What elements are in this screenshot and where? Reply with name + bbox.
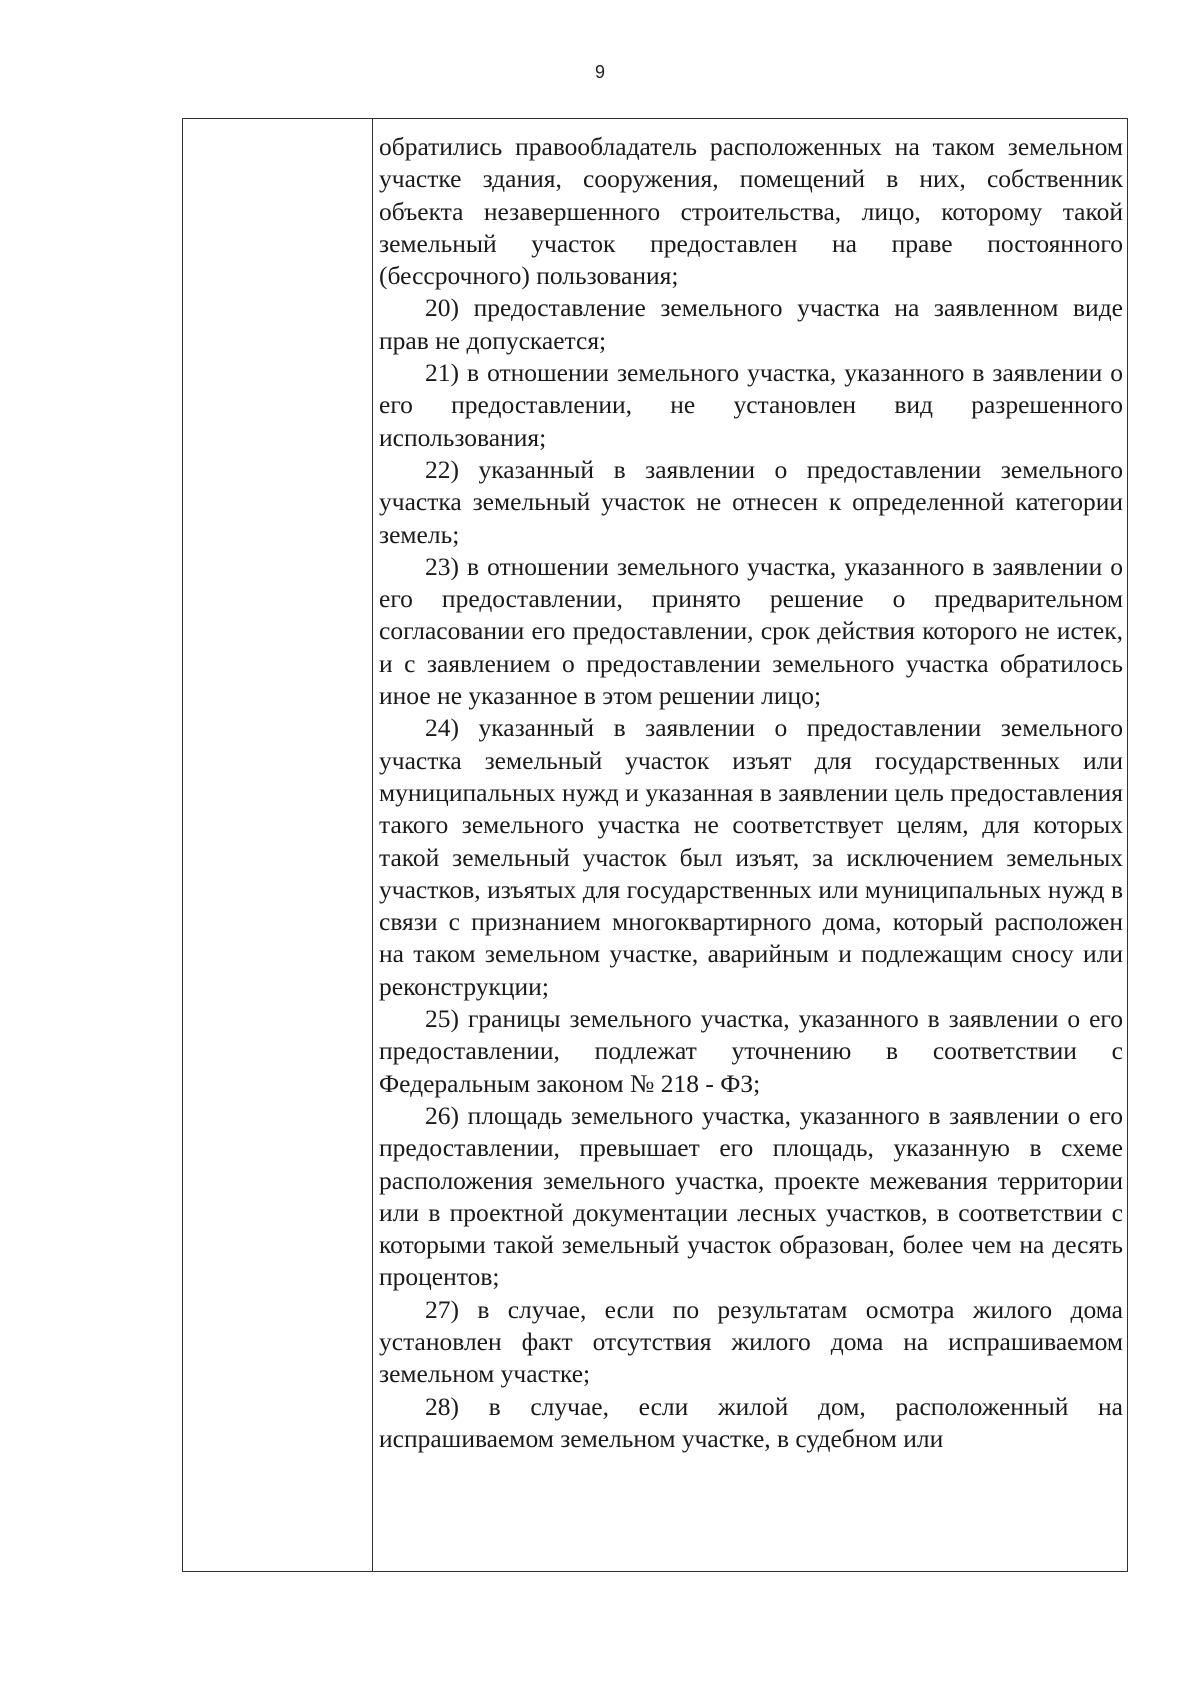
paragraph-item-21: 21) в отношении земельного участка, указанного в заявлении о его предоставлении, не установлен вид разрешенного использования; (379, 358, 1123, 452)
paragraph-item-27: 27) в случае, если по результатам осмотра жилого дома установлен факт отсутствия жилого дома на испрашиваемом земельном участке; (379, 1294, 1123, 1389)
paragraph-item-25: 25) границы земельного участка, указанного в заявлении о его предоставлении, подлежат уточнению в соответствии с Федеральным законом № 218 - ФЗ; (379, 1004, 1123, 1098)
paragraph-item-24: 24) указанный в заявлении о предоставлении земельного участка земельный участок изъят для государственных или муниципальных нужд и указанная в заявлении цель предоставления такого земельного участка не соответствует целям, для которых такой земельный участок был изъят, за исключением земельных участков, изъятых для государственных или муниципальных нужд в связи с признанием многоквартирного дома, который расположен на таком земельном участке, аварийным и подлежащим сносу или реконструкции; (379, 713, 1123, 1001)
paragraph-item-22: 22) указанный в заявлении о предоставлении земельного участка земельный участок не отнесен к определенной категории земель; (379, 454, 1123, 549)
paragraph-item-28: 28) в случае, если жилой дом, расположенный на испрашиваемом земельном участке, в судебном или (379, 1391, 1123, 1453)
page-number: 9 (594, 62, 605, 82)
paragraph-continuation: обратились правообладатель расположенных на таком земельном участке здания, сооружения, помещений в них, собственник объекта незавершенного строительства, лицо, которому такой земельный участок предоставлен на праве постоянного (бессрочного) пользования; (379, 132, 1123, 291)
paragraph-item-23: 23) в отношении земельного участка, указанного в заявлении о его предоставлении, принято решение о предварительном согласовании его предоставлении, срок действия которого не истек, и с заявлением о предоставлении земельного участка обратилось иное не указанное в этом решении лицо; (379, 551, 1123, 711)
document-table (182, 118, 1128, 1572)
table-left-cell (183, 119, 373, 1571)
paragraph-item-26: 26) площадь земельного участка, указанного в заявлении о его предоставлении, превышает его площадь, указанную в схеме расположения земельного участка, проекте межевания территории или в проектной документации лесных участков, в соответствии с которыми такой земельный участок образован, более чем на десять процентов; (379, 1100, 1123, 1292)
table-right-cell (373, 119, 1127, 1571)
paragraph-item-20: 20) предоставление земельного участка на заявленном виде прав не допускается; (379, 293, 1123, 355)
